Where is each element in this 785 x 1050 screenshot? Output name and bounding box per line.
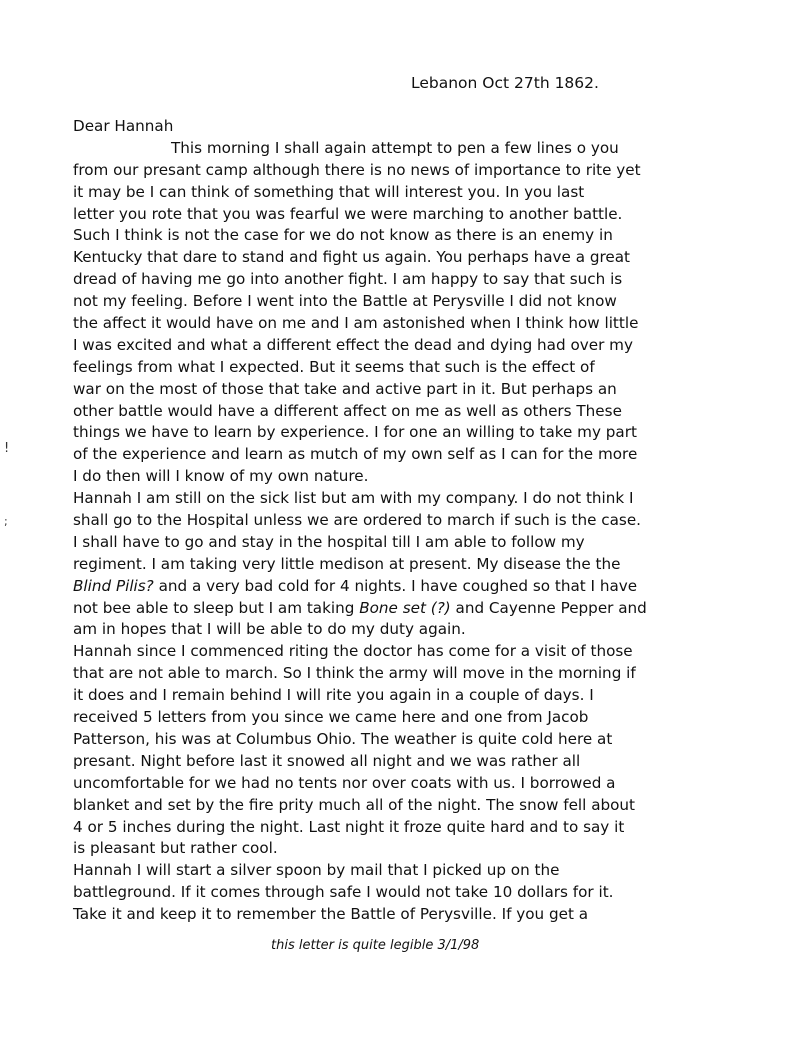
- letter-line: battleground. If it comes through safe I would not take 10 dollars for it.: [73, 883, 614, 902]
- letter-line: from our presant camp although there is no news of importance to rite yet: [73, 160, 641, 179]
- letter-line: that are not able to march. So I think the army will move in the morning if: [73, 664, 636, 683]
- letter-line: dread of having me go into another fight. I am happy to say that such is: [73, 270, 623, 289]
- letter-line: uncomfortable for we had no tents nor over coats with us. I borrowed a: [73, 773, 616, 792]
- letter-line: 4 or 5 inches during the night. Last night it froze quite hard and to say it: [73, 817, 625, 836]
- letter-line: Blind Pilis? and a very bad cold for 4 nights. I have coughed so that I have: [73, 576, 638, 595]
- italic-annotation: Blind Pilis?: [73, 576, 154, 595]
- letter-line: war on the most of those that take and active part in it. But perhaps an: [73, 379, 617, 398]
- italic-annotation: Bone set (?): [359, 598, 451, 617]
- letter-line: other battle would have a different affect on me as well as others These: [73, 401, 622, 420]
- letter-line: regiment. I am taking very little medison at present. My disease the the: [73, 554, 621, 573]
- letter-line: things we have to learn by experience. I for one an willing to take my part: [73, 423, 637, 442]
- letter-line: Hannah I will start a silver spoon by mail that I picked up on the: [73, 861, 560, 880]
- letter-line: not my feeling. Before I went into the Battle at Perysville I did not know: [73, 292, 617, 311]
- letter-line: I shall have to go and stay in the hospital till I am able to follow my: [73, 532, 585, 551]
- letter-line: am in hopes that I will be able to do my duty again.: [73, 620, 466, 639]
- margin-mark: !: [4, 441, 10, 456]
- footer-note: this letter is quite legible 3/1/98: [271, 938, 480, 953]
- letter-body: [73, 116, 773, 926]
- letter-line: presant. Night before last it snowed all night and we was rather all: [73, 751, 581, 770]
- letter-line: letter you rote that you was fearful we were marching to another battle.: [73, 204, 623, 223]
- letter-line: blanket and set by the fire prity much all of the night. The snow fell about: [73, 795, 636, 814]
- letter-dateline: Lebanon Oct 27th 1862.: [411, 74, 599, 92]
- letter-line: Kentucky that dare to stand and fight us again. You perhaps have a great: [73, 248, 631, 267]
- letter-line: I do then will I know of my own nature.: [73, 467, 369, 486]
- letter-line: shall go to the Hospital unless we are ordered to march if such is the case.: [73, 511, 641, 530]
- letter-line: of the experience and learn as mutch of my own self as I can for the more: [73, 445, 638, 464]
- letter-line: Take it and keep it to remember the Battle of Perysville. If you get a: [73, 905, 589, 924]
- letter-line: Hannah since I commenced riting the doctor has come for a visit of those: [73, 642, 633, 661]
- letter-line: I was excited and what a different effect the dead and dying had over my: [73, 335, 633, 354]
- letter-line: This morning I shall again attempt to pen a few lines o you: [171, 138, 619, 157]
- letter-line: Patterson, his was at Columbus Ohio. The weather is quite cold here at: [73, 729, 613, 748]
- letter-line: the affect it would have on me and I am astonished when I think how little: [73, 314, 639, 333]
- letter-line: Such I think is not the case for we do not know as there is an enemy in: [73, 226, 613, 245]
- letter-line: it does and I remain behind I will rite you again in a couple of days. I: [73, 686, 594, 705]
- letter-line: not bee able to sleep but I am taking Bone set (?) and Cayenne Pepper and: [73, 598, 647, 617]
- letter-line: is pleasant but rather cool.: [73, 839, 278, 858]
- letter-line: Hannah I am still on the sick list but am with my company. I do not think I: [73, 489, 634, 508]
- letter-line: it may be I can think of something that will interest you. In you last: [73, 182, 585, 201]
- letter-salutation: Dear Hannah: [73, 117, 174, 135]
- margin-mark: ;: [4, 515, 8, 528]
- letter-line: received 5 letters from you since we came here and one from Jacob: [73, 708, 589, 727]
- letter-line: feelings from what I expected. But it seems that such is the effect of: [73, 357, 595, 376]
